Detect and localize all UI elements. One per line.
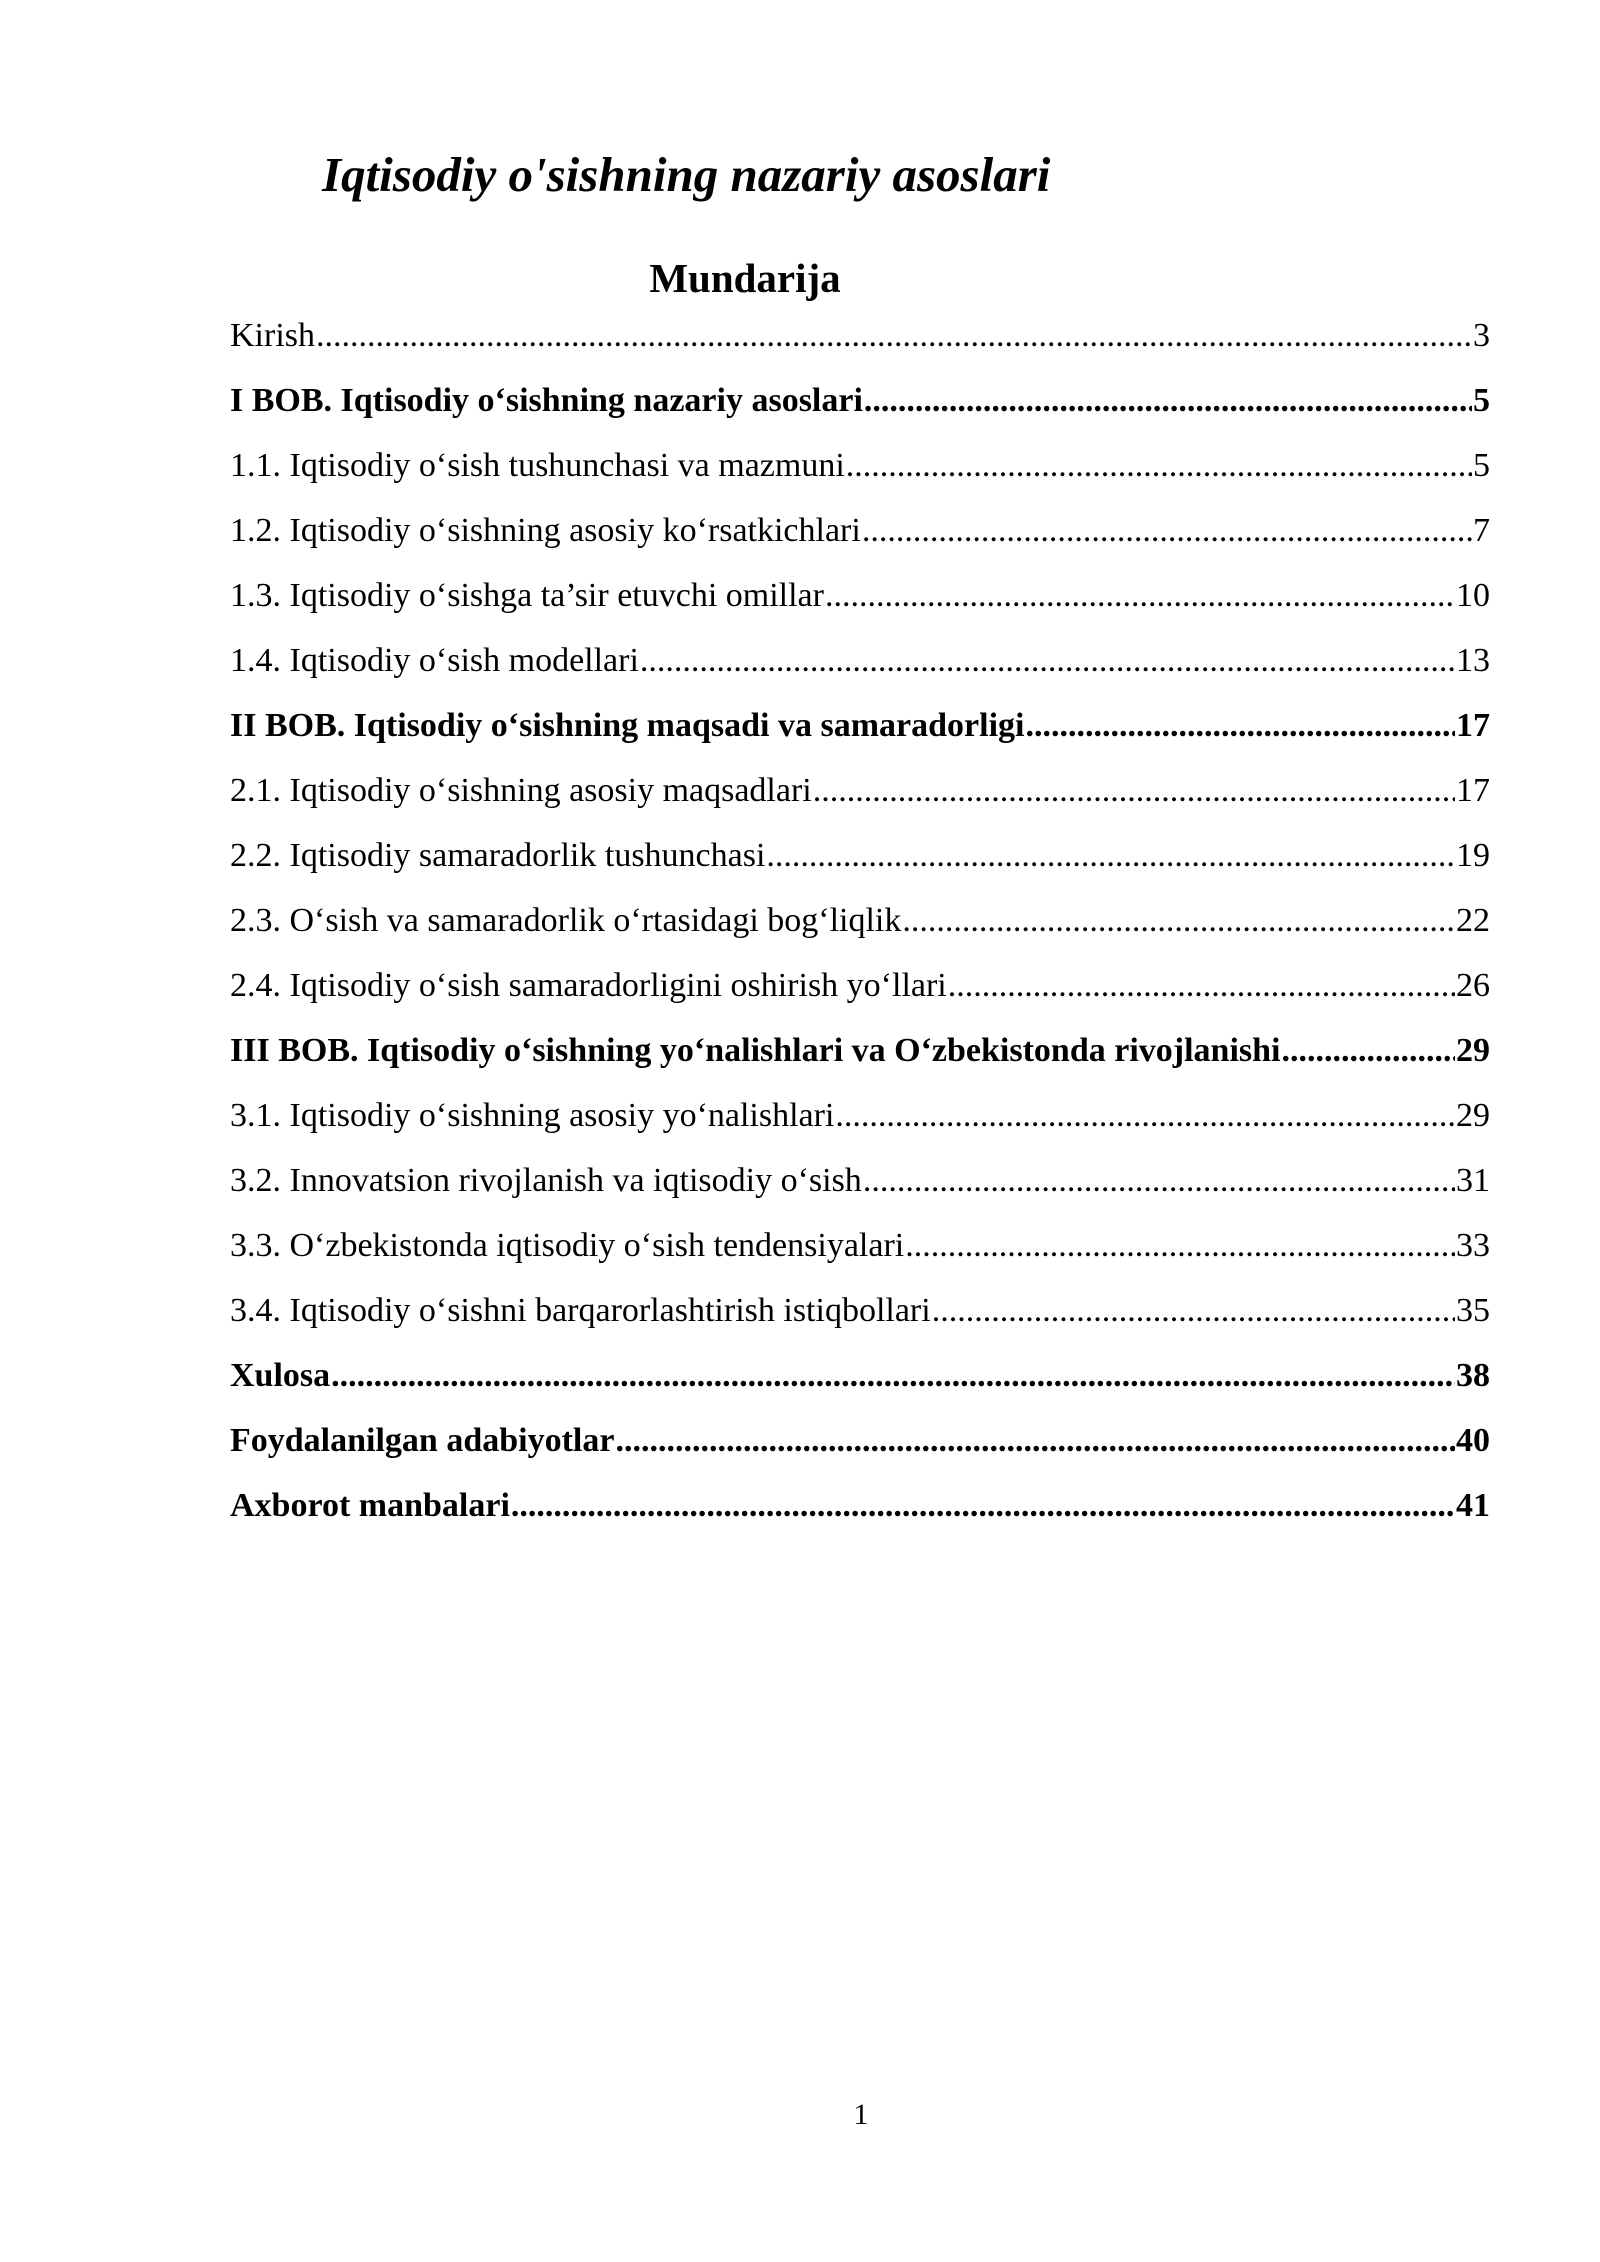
toc-dot-leader [846, 433, 1472, 498]
toc-entry-page: 3 [1473, 317, 1490, 354]
toc-entry[interactable] [230, 1083, 1490, 1148]
toc-entry[interactable] [230, 433, 1490, 498]
toc-entry-title: Axborot manbalari [230, 1487, 510, 1524]
toc-dot-leader [825, 563, 1455, 628]
toc-entry-page: 29 [1456, 1097, 1490, 1134]
toc-entry[interactable] [230, 368, 1490, 433]
toc-entry-title: 3.4. Iqtisodiy o‘sishni barqarorlashtirish istiqbollari [230, 1292, 931, 1329]
toc-entry-title: 1.4. Iqtisodiy o‘sish modellari [230, 642, 639, 679]
toc-entry-page: 19 [1456, 837, 1490, 874]
toc-entry-page: 41 [1456, 1487, 1490, 1524]
toc-dot-leader [863, 1148, 1455, 1213]
toc-dot-leader [766, 823, 1455, 888]
toc-dot-leader [902, 888, 1455, 953]
toc-entry-page: 38 [1456, 1357, 1490, 1394]
toc-entry-title: Foydalanilgan adabiyotlar [230, 1422, 615, 1459]
toc-entry-page: 40 [1456, 1422, 1490, 1459]
toc-entry-title: 3.3. O‘zbekistonda iqtisodiy o‘sish tendensiyalari [230, 1227, 905, 1264]
toc-entry-page: 13 [1456, 642, 1490, 679]
toc-entry-page: 7 [1473, 512, 1490, 549]
toc-entry-page: 5 [1473, 447, 1490, 484]
toc-entry-title: 2.4. Iqtisodiy o‘sish samaradorligini oshirish yo‘llari [230, 967, 947, 1004]
toc-entry[interactable] [230, 563, 1490, 628]
toc-entry[interactable] [230, 1018, 1490, 1083]
toc-dot-leader [835, 1083, 1455, 1148]
toc-entry[interactable] [230, 1213, 1490, 1278]
document-title: Iqtisodiy o'sishning nazariy asoslari [322, 147, 1051, 202]
toc-entry-title: III BOB. Iqtisodiy o‘sishning yo‘nalishlari va O‘zbekistonda rivojlanishi [230, 1032, 1281, 1069]
toc-entry-title: II BOB. Iqtisodiy o‘sishning maqsadi va samaradorligi [230, 707, 1025, 744]
toc-entry-page: 17 [1456, 707, 1490, 744]
toc-dot-leader [640, 628, 1455, 693]
toc-entry[interactable] [230, 953, 1490, 1018]
toc-entry[interactable] [230, 628, 1490, 693]
toc-dot-leader [862, 498, 1472, 563]
toc-entry-title: Kirish [230, 317, 315, 354]
toc-entry-page: 29 [1456, 1032, 1490, 1069]
toc-heading: Mundarija [649, 255, 841, 301]
toc-entry[interactable] [230, 823, 1490, 888]
toc-entry-page: 10 [1456, 577, 1490, 614]
toc-entry[interactable] [230, 498, 1490, 563]
toc-entry-title: 1.2. Iqtisodiy o‘sishning asosiy ko‘rsatkichlari [230, 512, 861, 549]
toc-entry-page: 22 [1456, 902, 1490, 939]
toc-dot-leader [932, 1278, 1455, 1343]
toc-entry-page: 26 [1456, 967, 1490, 1004]
toc-dot-leader [1025, 693, 1455, 758]
toc-entry-title: 2.1. Iqtisodiy o‘sishning asosiy maqsadlari [230, 772, 812, 809]
toc-dot-leader [615, 1408, 1455, 1473]
toc-dot-leader [1281, 1018, 1455, 1083]
toc-entry-title: Xulosa [230, 1357, 331, 1394]
toc-entry[interactable] [230, 1278, 1490, 1343]
toc-entry-title: 1.3. Iqtisodiy o‘sishga ta’sir etuvchi omillar [230, 577, 824, 614]
toc-entry-title: 2.3. O‘sish va samaradorlik o‘rtasidagi bog‘liqlik [230, 902, 902, 939]
toc-entry[interactable] [230, 1343, 1490, 1408]
toc-entry-title: 2.2. Iqtisodiy samaradorlik tushunchasi [230, 837, 766, 874]
toc-entry-page: 17 [1456, 772, 1490, 809]
toc-dot-leader [511, 1473, 1455, 1538]
toc-entry[interactable] [230, 1473, 1490, 1538]
toc-entry-page: 5 [1473, 382, 1490, 419]
toc-dot-leader [948, 953, 1455, 1018]
toc-entry[interactable] [230, 758, 1490, 823]
page-number: 1 [853, 2098, 869, 2131]
toc-entry[interactable] [230, 693, 1490, 758]
toc-dot-leader [813, 758, 1455, 823]
toc-entry-page: 31 [1456, 1162, 1490, 1199]
toc-entry[interactable] [230, 303, 1490, 368]
toc-entry[interactable] [230, 1148, 1490, 1213]
toc-dot-leader [331, 1343, 1455, 1408]
table-of-contents [230, 303, 1490, 1538]
toc-entry[interactable] [230, 888, 1490, 953]
toc-dot-leader [905, 1213, 1455, 1278]
toc-dot-leader [864, 368, 1472, 433]
toc-entry-title: 1.1. Iqtisodiy o‘sish tushunchasi va mazmuni [230, 447, 845, 484]
toc-entry-title: I BOB. Iqtisodiy o‘sishning nazariy asoslari [230, 382, 863, 419]
toc-dot-leader [316, 303, 1472, 368]
toc-entry-page: 33 [1456, 1227, 1490, 1264]
toc-entry-title: 3.2. Innovatsion rivojlanish va iqtisodiy o‘sish [230, 1162, 862, 1199]
toc-entry[interactable] [230, 1408, 1490, 1473]
toc-entry-title: 3.1. Iqtisodiy o‘sishning asosiy yo‘nalishlari [230, 1097, 835, 1134]
toc-entry-page: 35 [1456, 1292, 1490, 1329]
